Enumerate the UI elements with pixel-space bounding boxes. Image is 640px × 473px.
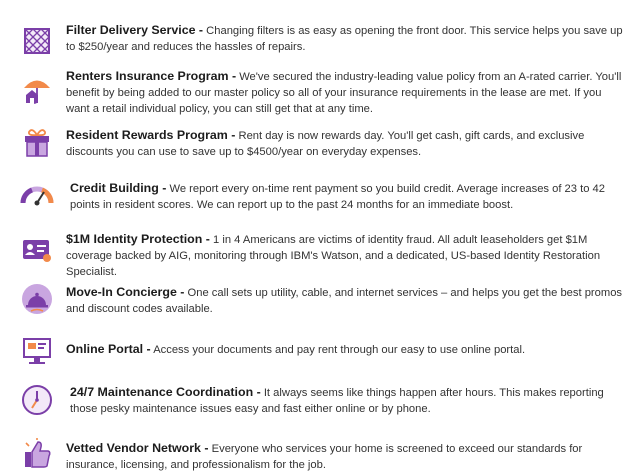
thumbs-up-icon bbox=[20, 437, 54, 471]
monitor-icon bbox=[20, 334, 54, 368]
list-item bbox=[0, 124, 640, 164]
item-title: 24/7 Maintenance Coordination - bbox=[70, 385, 261, 399]
item-title: Credit Building - bbox=[70, 181, 167, 195]
list-item bbox=[0, 66, 640, 116]
item-title: Resident Rewards Program - bbox=[66, 128, 236, 142]
item-body: It always seems like things happen after hours. This makes reporting those pesky maintenance issues easy and fast either online or by phone. bbox=[70, 387, 604, 415]
item-body: We report every on-time rent payment so you build credit. Average increases of 23 to 42 points in resident scores. We can report up to the past 24 months for an immediate boost. bbox=[70, 183, 605, 211]
list-item bbox=[0, 18, 640, 58]
item-body: 1 in 4 Americans are victims of identity fraud. All adult leaseholders get $1M coverage backed by AIG, monitoring through IBM's Watson, and a dedicated, US-based Identity Restoration Specialist. bbox=[66, 234, 601, 278]
item-title: Move-In Concierge - bbox=[66, 285, 185, 299]
item-title: Renters Insurance Program - bbox=[66, 69, 237, 83]
concierge-bell-icon bbox=[20, 282, 54, 316]
item-body: We've secured the industry-leading value policy from an A-rated carrier. You'll benefit by being added to our master policy so all of your insurance requirements in the lease are met. If you want a retail individual policy, you can still get that at any time. bbox=[66, 71, 622, 115]
gauge-icon bbox=[20, 178, 54, 212]
list-item bbox=[0, 177, 640, 217]
gift-icon bbox=[20, 126, 54, 160]
item-title: $1M Identity Protection - bbox=[66, 232, 210, 246]
list-item bbox=[0, 437, 640, 471]
item-title: Filter Delivery Service - bbox=[66, 23, 204, 37]
item-body: Everyone who services your home is screened to exceed our standards for insurance, licensing, and professionalism for the job. bbox=[66, 443, 583, 471]
item-body: Rent day is now rewards day. You'll get cash, gift cards, and exclusive discounts you can use to save up to $4500/year on everyday expenses. bbox=[66, 130, 585, 158]
id-card-icon bbox=[20, 232, 54, 266]
item-body: One call sets up utility, cable, and internet services – and helps you get the best promos and discount codes available. bbox=[66, 287, 623, 315]
clock-icon bbox=[20, 383, 54, 417]
item-body: Access your documents and pay rent through our easy to use online portal. bbox=[153, 344, 526, 356]
umbrella-house-icon bbox=[20, 73, 54, 107]
list-item bbox=[0, 334, 640, 368]
item-title: Vetted Vendor Network - bbox=[66, 441, 209, 455]
list-item bbox=[0, 383, 640, 423]
filter-grid-icon bbox=[20, 24, 54, 58]
list-item bbox=[0, 281, 640, 321]
item-body: Changing filters is as easy as opening the front door. This service helps you save up to $250/year and reduces the hassles of repairs. bbox=[66, 25, 623, 53]
list-item bbox=[0, 228, 640, 278]
item-title: Online Portal - bbox=[66, 342, 151, 356]
